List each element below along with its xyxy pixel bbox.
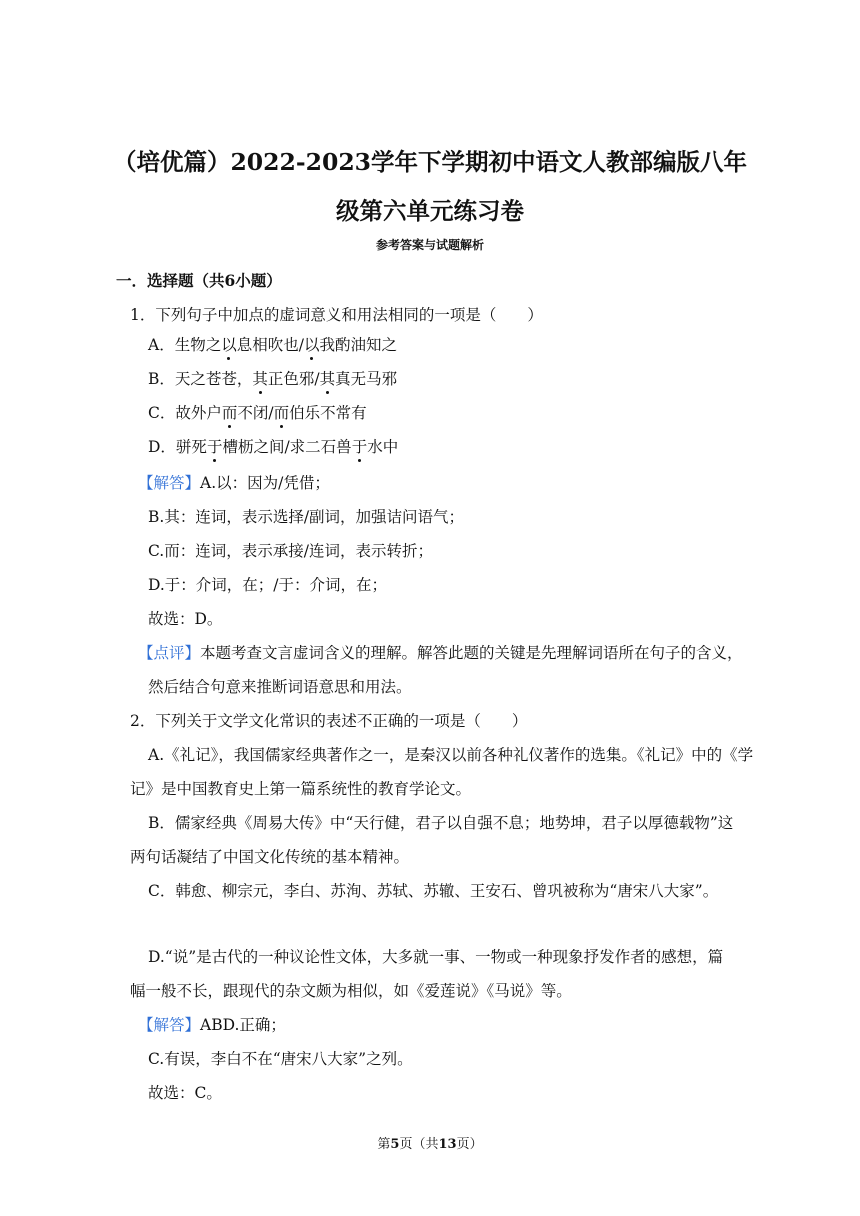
question-2-option-a: A.《礼记》，我国儒家经典著作之一，是秦汉以前各种礼仪著作的选集。《礼记》中的《学 [148,746,754,764]
dotted-word: 于 [206,438,223,456]
question-2-option-c: C．韩愈、柳宗元，李白、苏洵、苏轼、苏辙、王安石、曾巩被称为“唐宋八大家”。 [148,882,719,900]
question-1-answer-c: C.而：连词，表示承接/连词，表示转折； [148,542,433,560]
question-1-stem: 1．下列句子中加点的虚词意义和用法相同的一项是（ ） [130,306,543,324]
document-title: （培优篇）2022-2023学年下学期初中语文人教部编版八年级第六单元练习卷 [112,148,748,225]
question-2-option-b: B．儒家经典《周易大传》中“天行健，君子以自强不息；地势坤，君子以厚德载物”这 [148,814,734,832]
question-2-answer-pick: 故选：C。 [148,1084,222,1102]
page-number: 5 [390,1137,400,1152]
dotted-word: 而 [273,404,290,422]
dotted-word: 其 [319,370,336,388]
answer-tag: 【解答】 [138,1016,201,1034]
question-1-option-d: D．骈死于槽枥之间/求二石兽于水中 [148,438,399,456]
question-2-option-d: D.“说”是古代的一种议论性文体，大多就一事、一物或一种现象抒发作者的感想，篇 [148,948,724,966]
question-2-option-d-cont: 幅一般不长，跟现代的杂文颇为相似，如《爱莲说》《马说》等。 [130,982,572,1000]
dotted-word: 以 [221,336,237,354]
question-1-answer-b: B.其：连词，表示选择/副词，加强诘问语气； [148,508,465,526]
question-1-option-c: C．故外户而不闭/而伯乐不常有 [148,404,367,422]
question-2-option-b-cont: 两句话凝结了中国文化传统的基本精神。 [130,848,410,866]
dotted-word: 于 [351,438,368,456]
question-1-comment-cont: 然后结合句意来推断词语意思和用法。 [148,678,412,696]
question-1-comment: 【点评】本题考查文言虚词含义的理解。解答此题的关键是先理解词语所在句子的含义， [138,644,743,662]
question-1-answer-pick: 故选：D。 [148,610,223,628]
dotted-word: 以 [303,336,320,354]
page-footer: 第5页（共13页） [377,1137,483,1152]
comment-tag: 【点评】 [138,644,201,662]
dotted-word: 而 [221,404,238,422]
section-heading: 一．选择题（共6小题） [116,271,282,290]
answer-tag: 【解答】 [138,474,201,492]
question-2-answer-c: C.有误，李白不在“唐宋八大家”之列。 [148,1050,413,1068]
question-2-answer: 【解答】ABD.正确； [138,1016,286,1034]
question-1-answer-d: D.于：介词，在；/于：介词，在； [148,576,388,594]
question-1-option-a: A．生物之以息相吹也/以我酌油知之 [148,336,397,354]
question-2-option-a-cont: 记》是中国教育史上第一篇系统性的教育学论文。 [130,780,472,798]
question-1-answer: 【解答】A.以：因为/凭借； [138,474,330,492]
page-total: 13 [438,1137,457,1152]
question-1-option-b: B．天之苍苍，其正色邪/其真无马邪 [148,370,398,388]
question-2-stem: 2．下列关于文学文化常识的表述不正确的一项是（ ） [130,712,528,730]
dotted-word: 其 [252,370,268,388]
document-subtitle: 参考答案与试题解析 [375,238,484,252]
